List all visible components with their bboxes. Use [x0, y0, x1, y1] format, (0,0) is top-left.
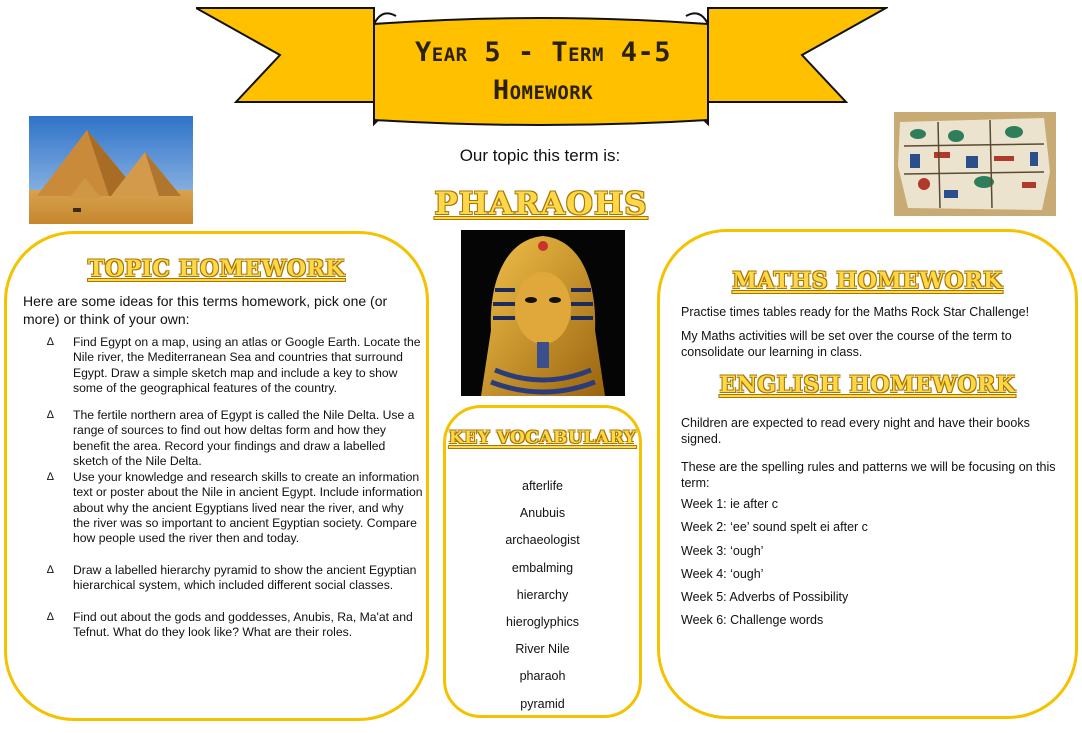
delta-bullet-icon: ∆: [47, 471, 54, 483]
pyramids-photo: [29, 116, 193, 224]
topic-homework-list: [47, 335, 423, 644]
list-item: [47, 470, 423, 563]
topic-item-text: The fertile northern area of Egypt is called the Nile Delta. Use a range of sources to find out how deltas form and how they benefit the area. Record your findings and draw a labelled sketch of the Nile Delta.: [73, 408, 415, 468]
vocab-word: hierarchy: [516, 587, 569, 602]
list-item: [47, 610, 423, 644]
maths-english-panel: [657, 229, 1078, 719]
topic-item-text: Find Egypt on a map, using an atlas or Google Earth. Locate the Nile river, the Mediterranean Sea and countries that surround Egypt. Draw a simple sketch map and include a key to show some of the geographical features of the country.: [73, 335, 421, 395]
maths-para-1: Practise times tables ready for the Maths Rock Star Challenge!: [681, 305, 1030, 319]
english-para-1: Children are expected to read every night and have their books signed.: [681, 416, 1030, 446]
week-item: Week 5: Adverbs of Possibility: [681, 590, 849, 605]
maths-para-2: My Maths activities will be set over the course of the term to consolidate our learning in class.: [681, 329, 1012, 359]
delta-bullet-icon: ∆: [47, 336, 54, 348]
tutankhamun-mask-photo: [461, 230, 625, 396]
list-item: [47, 563, 423, 610]
week-item: Week 1: ie after c: [681, 497, 779, 511]
topic-homework-intro: Here are some ideas for this terms homework, pick one (or more) or think of your own:: [23, 293, 388, 327]
delta-bullet-icon: ∆: [47, 409, 54, 421]
page-title-line2: Homework: [492, 75, 594, 106]
hieroglyphs-photo: [894, 112, 1056, 216]
vocab-word: pyramid: [520, 696, 565, 711]
vocab-word: pharaoh: [519, 669, 566, 684]
topic-item-text: Use your knowledge and research skills to create an information text or poster about the Nile in ancient Egypt. Include information about why the ancient Egyptians lived near the river, and why the river was so important to ancient Egyptian society. Compare how people used the river then and today.: [73, 470, 423, 546]
vocab-word: embalming: [511, 560, 574, 575]
delta-bullet-icon: ∆: [47, 611, 54, 623]
page-title-line1: Year 5 - Term 4-5: [415, 37, 671, 68]
topic-homework-heading: TOPIC HOMEWORK: [88, 256, 345, 282]
week-item: Week 6: Challenge words: [681, 613, 824, 628]
page-title: [372, 34, 714, 110]
topic-item-text: Find out about the gods and goddesses, Anubis, Ra, Ma'at and Tefnut. What do they look like? What are their roles.: [73, 610, 413, 640]
topic-homework-panel: [4, 231, 429, 721]
maths-homework-heading: MATHS HOMEWORK: [732, 268, 1003, 294]
week-item: Week 4: ‘ough’: [681, 566, 764, 581]
vocab-word: archaeologist: [505, 533, 580, 548]
vocab-word: afterlife: [522, 479, 563, 493]
week-item: Week 3: ‘ough’: [681, 543, 764, 558]
topic-name: PHARAOHS: [434, 186, 648, 222]
vocabulary-list: [446, 478, 639, 723]
spelling-weeks-list: [681, 496, 868, 636]
topic-intro: Our topic this term is:: [459, 146, 621, 165]
delta-bullet-icon: ∆: [47, 564, 54, 576]
english-para-2: These are the spelling rules and patterns we will be focusing on this term:: [681, 460, 1056, 490]
list-item: [47, 408, 423, 470]
english-homework-heading: ENGLISH HOMEWORK: [719, 372, 1016, 398]
vocab-word: River Nile: [515, 642, 570, 657]
key-vocabulary-panel: [443, 405, 642, 718]
list-item: [47, 335, 423, 408]
week-item: Week 2: ‘ee’ sound spelt ei after c: [681, 520, 868, 535]
vocab-word: hieroglyphics: [506, 614, 579, 629]
vocab-word: Anubuis: [519, 506, 566, 521]
topic-item-text: Draw a labelled hierarchy pyramid to show the ancient Egyptian hierarchical system, which included different social classes.: [73, 563, 417, 593]
key-vocabulary-heading: KEY VOCABULARY: [448, 428, 637, 448]
